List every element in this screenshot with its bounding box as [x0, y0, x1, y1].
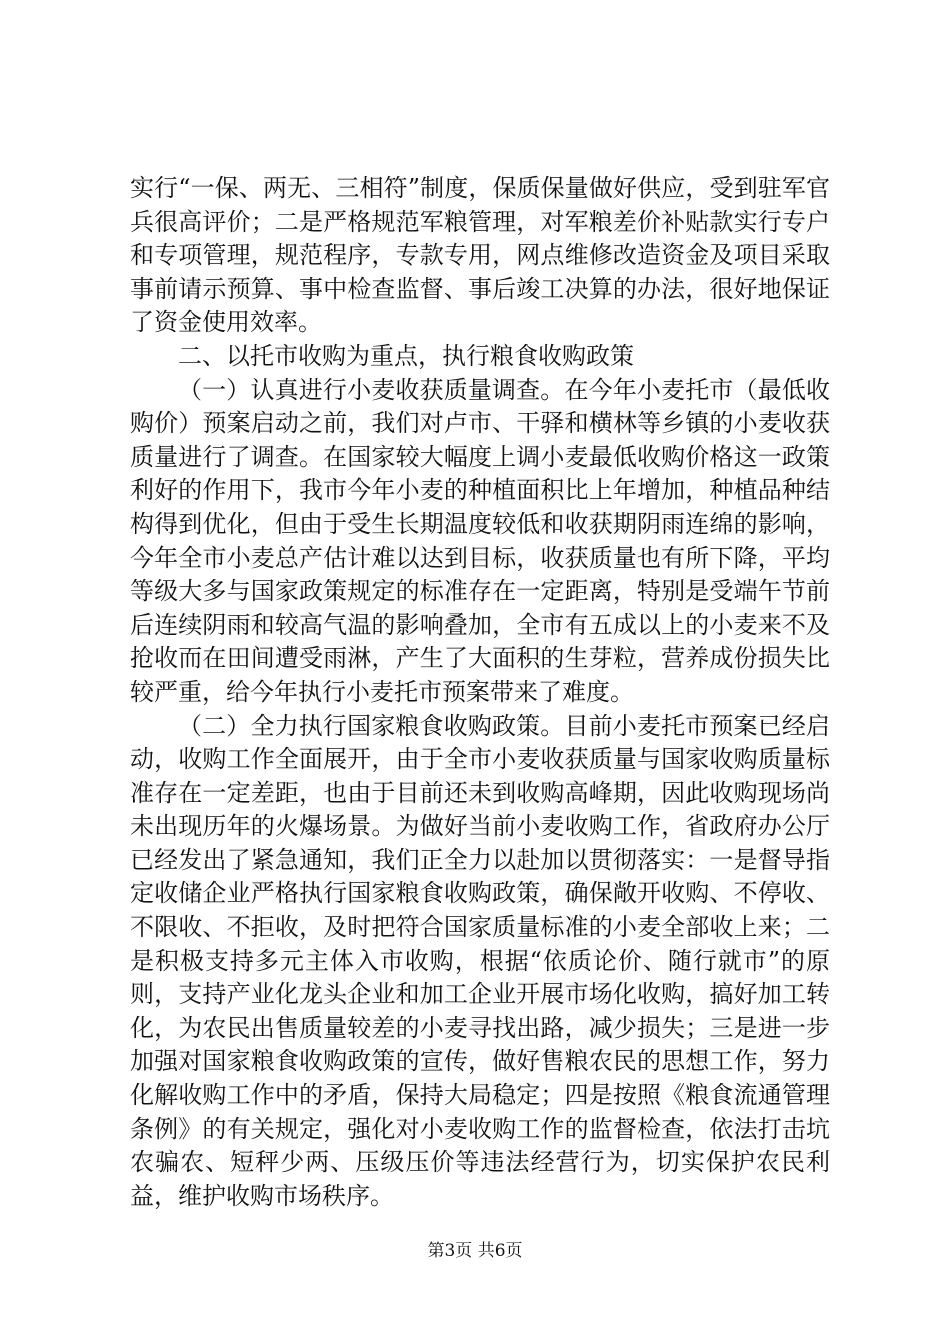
page-number-footer: 第3页 共6页 [427, 1241, 523, 1261]
paragraph-wheat-survey: （一）认真进行小麦收获质量调查。在今年小麦托市（最低收购价）预案启动之前，我们对卢市、干驿和横林等乡镇的小麦收获质量进行了调查。在国家较大幅度上调小麦最低收购价格这一政策利好的作用下，我市今年小麦的种植面积比上年增加，种植品种结构得到优化，但由于受生长期温度较低和收获期阴雨连绵的影响，今年全市小麦总产估计难以达到目标，收获质量也有所下降，平均等级大多与国家政策规定的标准存在一定距离，特别是受端午节前后连续阴雨和较高气温的影响叠加，全市有五成以上的小麦来不及抢收而在田间遭受雨淋，产生了大面积的生芽粒，营养成份损失比较严重，给今年执行小麦托市预案带来了难度。 [130, 375, 830, 706]
document-body [130, 172, 830, 1213]
paragraph-continuation: 实行“一保、两无、三相符”制度，保质保量做好供应，受到驻军官兵很高评价；二是严格规范军粮管理，对军粮差价补贴款实行专户和专项管理，规范程序，专款专用，网点维修改造资金及项目采取事前请示预算、事中检查监督、事后竣工决算的办法，很好地保证了资金使用效率。 [130, 174, 830, 337]
section-heading: 二、以托市收购为重点，执行粮食收购政策 [178, 341, 634, 370]
paragraph-purchase-policy: （二）全力执行国家粮食收购政策。目前小麦托市预案已经启动，收购工作全面展开，由于全市小麦收获质量与国家收购质量标准存在一定差距，也由于目前还未到收购高峰期，因此收购现场尚未出现历年的火爆场景。为做好当前小麦收购工作，省政府办公厅已经发出了紧急通知，我们正全力以赴加以贯彻落实：一是督导指定收储企业严格执行国家粮食收购政策，确保敞开收购、不停收、不限收、不拒收，及时把符合国家质量标准的小麦全部收上来；二是积极支持多元主体入市收购，根据“依质论价、随行就市”的原则，支持产业化龙头企业和加工企业开展市场化收购，搞好加工转化，为农民出售质量较差的小麦寻找出路，减少损失；三是进一步加强对国家粮食收购政策的宣传，做好售粮农民的思想工作，努力化解收购工作中的矛盾，保持大局稳定；四是按照《粮食流通管理条例》的有关规定，强化对小麦收购工作的监督检查，依法打击坑农骗农、短秤少两、压级压价等违法经营行为，切实保护农民利益，维护收购市场秩序。 [130, 711, 830, 1210]
